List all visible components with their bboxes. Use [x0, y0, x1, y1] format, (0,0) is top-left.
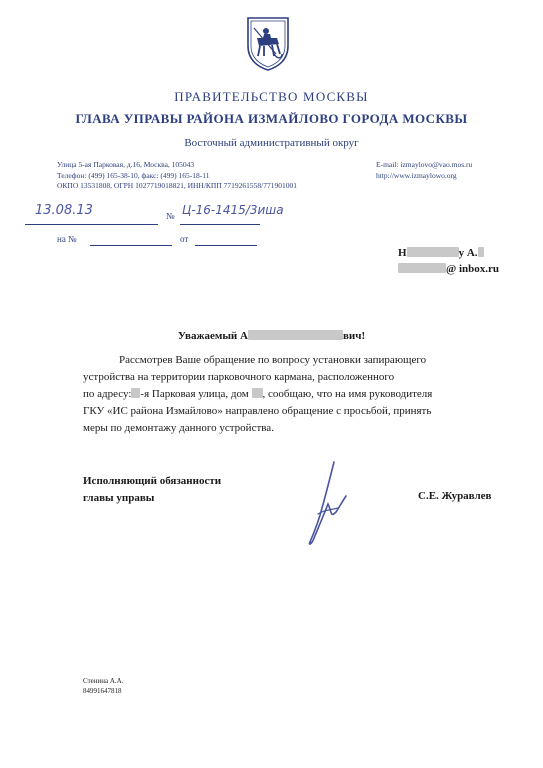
ref-number-underline — [90, 245, 172, 246]
recipient-name: Н у А. — [398, 247, 484, 259]
redacted-block — [248, 330, 343, 340]
date-underline — [25, 224, 158, 225]
address-line: Улица 5-ая Парковая, д.16, Москва, 105043 — [57, 160, 195, 169]
body-line: ГКУ «ИС района Измайлово» направлено обращение с просьбой, принять — [83, 405, 432, 417]
government-title: ПРАВИТЕЛЬСТВО МОСКВЫ — [174, 89, 369, 104]
body-line: по адресу: -я Парковая улица, дом , сообщаю, что на имя руководителя — [83, 388, 433, 400]
moscow-coat-of-arms-icon — [244, 14, 292, 72]
number-sign: № — [166, 211, 175, 221]
salutation: Уважаемый А вич! — [177, 330, 366, 342]
from-label: от — [180, 234, 189, 244]
executor-phone: 84991647818 — [83, 687, 122, 695]
ref-label: на № — [57, 234, 77, 244]
redacted-block — [478, 247, 484, 257]
recipient-email: @ inbox.ru — [398, 263, 499, 275]
executor-info — [83, 676, 123, 696]
ref-date-underline — [195, 245, 257, 246]
body-line: меры по демонтажу данного устройства. — [83, 422, 274, 434]
letter-body — [83, 352, 490, 437]
redacted-block — [252, 388, 263, 398]
handwritten-signature-icon — [300, 458, 360, 550]
registration-codes-line: ОКПО 13531808, ОГРН 1027719018821, ИНН/КПП 7719261558/771901001 — [57, 181, 297, 190]
executor-name: Стенина А.А. — [83, 677, 124, 685]
body-line: устройства на территории парковочного кармана, расположенного — [83, 371, 395, 383]
contacts-left — [57, 160, 297, 192]
phone-line: Телефон: (499) 165-38-10, факс: (499) 165-18-11 — [57, 170, 210, 180]
redacted-block — [398, 263, 446, 273]
website-line: http://www.izmaylowo.org — [376, 170, 457, 180]
redacted-block — [407, 247, 459, 257]
handwritten-number: Ц-16-1415/3иша — [182, 203, 284, 217]
email-line: E-mail: izmaylovo@vao.mos.ru — [376, 160, 473, 169]
head-of-council-title: ГЛАВА УПРАВЫ РАЙОНА ИЗМАЙЛОВО ГОРОДА МОСКВЫ — [75, 111, 468, 126]
handwritten-date: 13.08.13 — [35, 203, 93, 218]
body-line: Рассмотрев Ваше обращение по вопросу установки запирающего — [119, 354, 427, 366]
contacts-right — [376, 160, 472, 181]
number-underline — [180, 224, 260, 225]
district-name: Восточный административный округ — [184, 137, 359, 149]
signatory-name: С.Е. Журавлев — [418, 490, 492, 502]
signatory-title: Исполняющий обязанности главы управы — [83, 475, 222, 504]
